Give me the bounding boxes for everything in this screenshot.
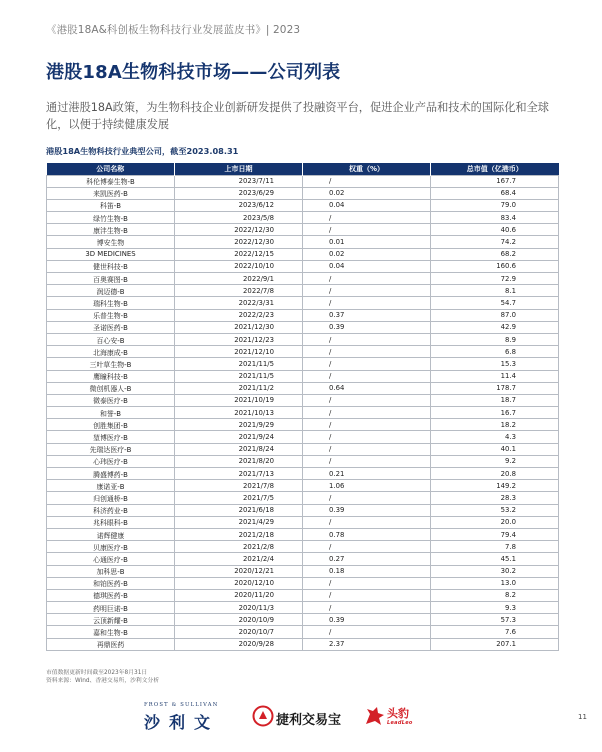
listing-date-cell: 2021/12/30 (175, 321, 303, 333)
weight-cell: / (303, 516, 431, 528)
listing-date-cell: 2023/6/12 (175, 199, 303, 211)
market-cap-cell: 74.2 (431, 236, 559, 248)
company-name-cell: 兆科眼科-B (47, 516, 175, 528)
toubao-logo (364, 702, 428, 734)
table-row (47, 419, 559, 431)
table-row (47, 455, 559, 467)
weight-cell: / (303, 285, 431, 297)
table-row (47, 394, 559, 406)
market-cap-cell: 28.3 (431, 492, 559, 504)
weight-cell: / (303, 455, 431, 467)
market-cap-cell: 40.1 (431, 443, 559, 455)
listing-date-cell: 2023/5/8 (175, 212, 303, 224)
market-cap-cell: 42.9 (431, 321, 559, 333)
company-name-cell: 嘉和生物-B (47, 626, 175, 638)
table-row (47, 468, 559, 480)
table-header-row (47, 163, 559, 175)
market-cap-cell: 79.4 (431, 528, 559, 540)
market-cap-cell: 18.2 (431, 419, 559, 431)
listing-date-cell: 2020/12/21 (175, 565, 303, 577)
listing-date-cell: 2021/8/24 (175, 443, 303, 455)
table-row (47, 346, 559, 358)
table-caption: 港股18A生物科技行业典型公司，截至2023.08.31 (46, 146, 239, 156)
listing-date-cell: 2022/7/8 (175, 285, 303, 297)
company-name-cell: 北海康成-B (47, 346, 175, 358)
weight-cell: 0.27 (303, 553, 431, 565)
company-name-cell: 归创通桥-B (47, 492, 175, 504)
company-name-cell: 3D MEDICINES (47, 248, 175, 260)
table-row (47, 333, 559, 345)
weight-cell: 0.18 (303, 565, 431, 577)
market-cap-cell: 11.4 (431, 370, 559, 382)
column-header-market-cap: 总市值（亿港币） (431, 163, 559, 175)
company-name-cell: 来凯医药-B (47, 187, 175, 199)
weight-cell: 0.02 (303, 187, 431, 199)
market-cap-cell: 20.0 (431, 516, 559, 528)
table-row (47, 212, 559, 224)
listing-date-cell: 2020/10/9 (175, 614, 303, 626)
company-name-cell: 创胜集团-B (47, 419, 175, 431)
table-row (47, 248, 559, 260)
table-row (47, 516, 559, 528)
market-cap-cell: 68.2 (431, 248, 559, 260)
listing-date-cell: 2021/6/18 (175, 504, 303, 516)
weight-cell: 2.37 (303, 638, 431, 650)
company-name-cell: 三叶草生物-B (47, 358, 175, 370)
company-name-cell: 百心安-B (47, 333, 175, 345)
market-cap-cell: 9.2 (431, 455, 559, 467)
listing-date-cell: 2020/10/7 (175, 626, 303, 638)
frost-sullivan-chinese-name: 沙利文 (144, 713, 220, 732)
market-cap-cell: 68.4 (431, 187, 559, 199)
source-note: 资料来源：Wind、香港交易所，沙利文分析 (46, 678, 160, 684)
company-name-cell: 博安生物 (47, 236, 175, 248)
weight-cell: / (303, 626, 431, 638)
listing-date-cell: 2020/12/10 (175, 577, 303, 589)
listing-date-cell: 2021/2/18 (175, 528, 303, 540)
market-cap-cell: 8.1 (431, 285, 559, 297)
weight-cell: 0.39 (303, 504, 431, 516)
page-number: 11 (578, 713, 587, 721)
listing-date-cell: 2021/7/13 (175, 468, 303, 480)
listing-date-cell: 2021/11/2 (175, 382, 303, 394)
weight-cell: / (303, 602, 431, 614)
company-name-cell: 健世科技-B (47, 260, 175, 272)
table-row (47, 480, 559, 492)
weight-cell: 1.06 (303, 480, 431, 492)
weight-cell: 0.04 (303, 199, 431, 211)
company-name-cell: 科济药业-B (47, 504, 175, 516)
listing-date-cell: 2023/7/11 (175, 175, 303, 187)
company-name-cell: 心通医疗-B (47, 553, 175, 565)
table-row (47, 541, 559, 553)
market-cap-cell: 57.3 (431, 614, 559, 626)
weight-cell: / (303, 346, 431, 358)
company-name-cell: 康诺亚-B (47, 480, 175, 492)
company-name-cell: 贝康医疗-B (47, 541, 175, 553)
market-cap-cell: 9.3 (431, 602, 559, 614)
table-row (47, 602, 559, 614)
weight-cell: 0.39 (303, 614, 431, 626)
market-cap-cell: 72.9 (431, 273, 559, 285)
company-name-cell: 再鼎医药 (47, 638, 175, 650)
frost-sullivan-wordmark: FROST & SULLIVAN (144, 702, 219, 708)
weight-cell: / (303, 212, 431, 224)
weight-cell: / (303, 358, 431, 370)
table-row (47, 321, 559, 333)
listing-date-cell: 2021/12/10 (175, 346, 303, 358)
toubao-logo-text: 头豹 (387, 707, 409, 720)
notes (46, 669, 159, 685)
market-cap-cell: 7.6 (431, 626, 559, 638)
company-name-cell: 绿竹生物-B (47, 212, 175, 224)
weight-cell: / (303, 370, 431, 382)
weight-cell: / (303, 407, 431, 419)
market-cap-cell: 6.8 (431, 346, 559, 358)
table-row (47, 309, 559, 321)
market-cap-cell: 7.8 (431, 541, 559, 553)
weight-cell: / (303, 175, 431, 187)
table-row (47, 614, 559, 626)
market-cap-cell: 45.1 (431, 553, 559, 565)
weight-cell: / (303, 443, 431, 455)
listing-date-cell: 2022/2/23 (175, 309, 303, 321)
market-cap-cell: 18.7 (431, 394, 559, 406)
intro-paragraph: 通过港股18A政策，为生物科技企业创新研发提供了投融资平台，促进企业产品和技术的国际化和全球化，以便于持续健康发展 (46, 101, 549, 131)
listing-date-cell: 2021/11/5 (175, 358, 303, 370)
company-name-cell: 药明巨诺-B (47, 602, 175, 614)
table-row (47, 260, 559, 272)
table-row (47, 443, 559, 455)
market-cap-cell: 83.4 (431, 212, 559, 224)
market-cap-cell: 53.2 (431, 504, 559, 516)
market-cap-cell: 8.9 (431, 333, 559, 345)
listing-date-cell: 2021/10/19 (175, 394, 303, 406)
weight-cell: 0.04 (303, 260, 431, 272)
company-name-cell: 微创机器人-B (47, 382, 175, 394)
table-row (47, 187, 559, 199)
company-name-cell: 腾盛博药-B (47, 468, 175, 480)
market-cap-cell: 149.2 (431, 480, 559, 492)
table-row (47, 626, 559, 638)
company-name-cell: 乐普生物-B (47, 309, 175, 321)
market-cap-cell: 167.7 (431, 175, 559, 187)
listing-date-cell: 2022/12/30 (175, 236, 303, 248)
weight-cell: 0.21 (303, 468, 431, 480)
company-table (46, 163, 559, 651)
listing-date-cell: 2021/4/29 (175, 516, 303, 528)
table-row (47, 638, 559, 650)
leadleo-wordmark: LeadLeo (387, 720, 413, 726)
table-row (47, 589, 559, 601)
company-name-cell: 加科思-B (47, 565, 175, 577)
listing-date-cell: 2021/9/29 (175, 419, 303, 431)
company-name-cell: 心玮医疗-B (47, 455, 175, 467)
table-row (47, 358, 559, 370)
market-cap-cell: 15.3 (431, 358, 559, 370)
listing-date-cell: 2023/6/29 (175, 187, 303, 199)
table-row (47, 565, 559, 577)
weight-cell: 0.02 (303, 248, 431, 260)
table-row (47, 297, 559, 309)
weight-cell: / (303, 419, 431, 431)
market-cap-cell: 54.7 (431, 297, 559, 309)
listing-date-cell: 2021/7/5 (175, 492, 303, 504)
market-cap-cell: 30.2 (431, 565, 559, 577)
table-row (47, 285, 559, 297)
listing-date-cell: 2022/9/1 (175, 273, 303, 285)
company-name-cell: 润迈德-B (47, 285, 175, 297)
table-row (47, 553, 559, 565)
table-row (47, 224, 559, 236)
market-cap-cell: 8.2 (431, 589, 559, 601)
table-row (47, 273, 559, 285)
jieli-logo-text: 捷利交易宝 (276, 713, 342, 728)
company-name-cell: 康沣生物-B (47, 224, 175, 236)
market-cap-cell: 178.7 (431, 382, 559, 394)
weight-cell: / (303, 394, 431, 406)
table-row (47, 577, 559, 589)
market-cap-cell: 207.1 (431, 638, 559, 650)
weight-cell: 0.78 (303, 528, 431, 540)
listing-date-cell: 2020/11/3 (175, 602, 303, 614)
market-cap-cell: 4.3 (431, 431, 559, 443)
listing-date-cell: 2022/10/10 (175, 260, 303, 272)
weight-cell: / (303, 431, 431, 443)
company-name-cell: 科伦博泰生物-B (47, 175, 175, 187)
company-name-cell: 堃博医疗-B (47, 431, 175, 443)
listing-date-cell: 2021/8/20 (175, 455, 303, 467)
market-cap-cell: 40.6 (431, 224, 559, 236)
company-name-cell: 诺辉健康 (47, 528, 175, 540)
weight-cell: / (303, 541, 431, 553)
listing-date-cell: 2020/9/28 (175, 638, 303, 650)
company-name-cell: 先瑞达医疗-B (47, 443, 175, 455)
listing-date-cell: 2021/2/8 (175, 541, 303, 553)
table-row (47, 504, 559, 516)
table-row (47, 370, 559, 382)
market-cap-cell: 160.6 (431, 260, 559, 272)
data-update-note: 市值数据更新时间截至2023年8月31日 (46, 670, 148, 676)
weight-cell: / (303, 589, 431, 601)
table-row (47, 236, 559, 248)
company-name-cell: 百奥赛图-B (47, 273, 175, 285)
column-header-weight: 权重（%） (303, 163, 431, 175)
market-cap-cell: 13.0 (431, 577, 559, 589)
table-row (47, 492, 559, 504)
company-name-cell: 德琪医药-B (47, 589, 175, 601)
table-row (47, 199, 559, 211)
column-header-listing-date: 上市日期 (175, 163, 303, 175)
weight-cell: 0.39 (303, 321, 431, 333)
weight-cell: / (303, 224, 431, 236)
jieli-logo (252, 705, 356, 731)
company-name-cell: 鹰瞳科技-B (47, 370, 175, 382)
table-row (47, 382, 559, 394)
frost-sullivan-logo (144, 702, 240, 734)
table-row (47, 407, 559, 419)
listing-date-cell: 2020/11/20 (175, 589, 303, 601)
table-body (47, 175, 559, 650)
company-name-cell: 和誉-B (47, 407, 175, 419)
market-cap-cell: 87.0 (431, 309, 559, 321)
company-name-cell: 微泰医疗-B (47, 394, 175, 406)
company-name-cell: 和铂医药-B (47, 577, 175, 589)
table-row (47, 431, 559, 443)
report-header: 《港股18A&科创板生物科技行业发展蓝皮书》| 2023 (46, 24, 301, 36)
listing-date-cell: 2022/3/31 (175, 297, 303, 309)
market-cap-cell: 16.7 (431, 407, 559, 419)
listing-date-cell: 2022/12/30 (175, 224, 303, 236)
market-cap-cell: 20.8 (431, 468, 559, 480)
company-name-cell: 云顶新耀-B (47, 614, 175, 626)
table-row (47, 528, 559, 540)
weight-cell: / (303, 577, 431, 589)
listing-date-cell: 2021/2/4 (175, 553, 303, 565)
weight-cell: / (303, 492, 431, 504)
weight-cell: 0.01 (303, 236, 431, 248)
listing-date-cell: 2021/9/24 (175, 431, 303, 443)
listing-date-cell: 2021/11/5 (175, 370, 303, 382)
company-name-cell: 科笛-B (47, 199, 175, 211)
listing-date-cell: 2021/12/23 (175, 333, 303, 345)
company-name-cell: 圣诺医药-B (47, 321, 175, 333)
company-name-cell: 瑞科生物-B (47, 297, 175, 309)
listing-date-cell: 2021/7/8 (175, 480, 303, 492)
listing-date-cell: 2022/12/15 (175, 248, 303, 260)
weight-cell: 0.64 (303, 382, 431, 394)
jieli-logo-icon (252, 705, 274, 727)
column-header-company: 公司名称 (47, 163, 175, 175)
listing-date-cell: 2021/10/13 (175, 407, 303, 419)
market-cap-cell: 79.0 (431, 199, 559, 211)
weight-cell: / (303, 273, 431, 285)
weight-cell: / (303, 297, 431, 309)
weight-cell: 0.37 (303, 309, 431, 321)
page-title: 港股18A生物科技市场——公司列表 (46, 62, 341, 83)
weight-cell: / (303, 333, 431, 345)
leopard-icon (364, 704, 386, 728)
table-row (47, 175, 559, 187)
